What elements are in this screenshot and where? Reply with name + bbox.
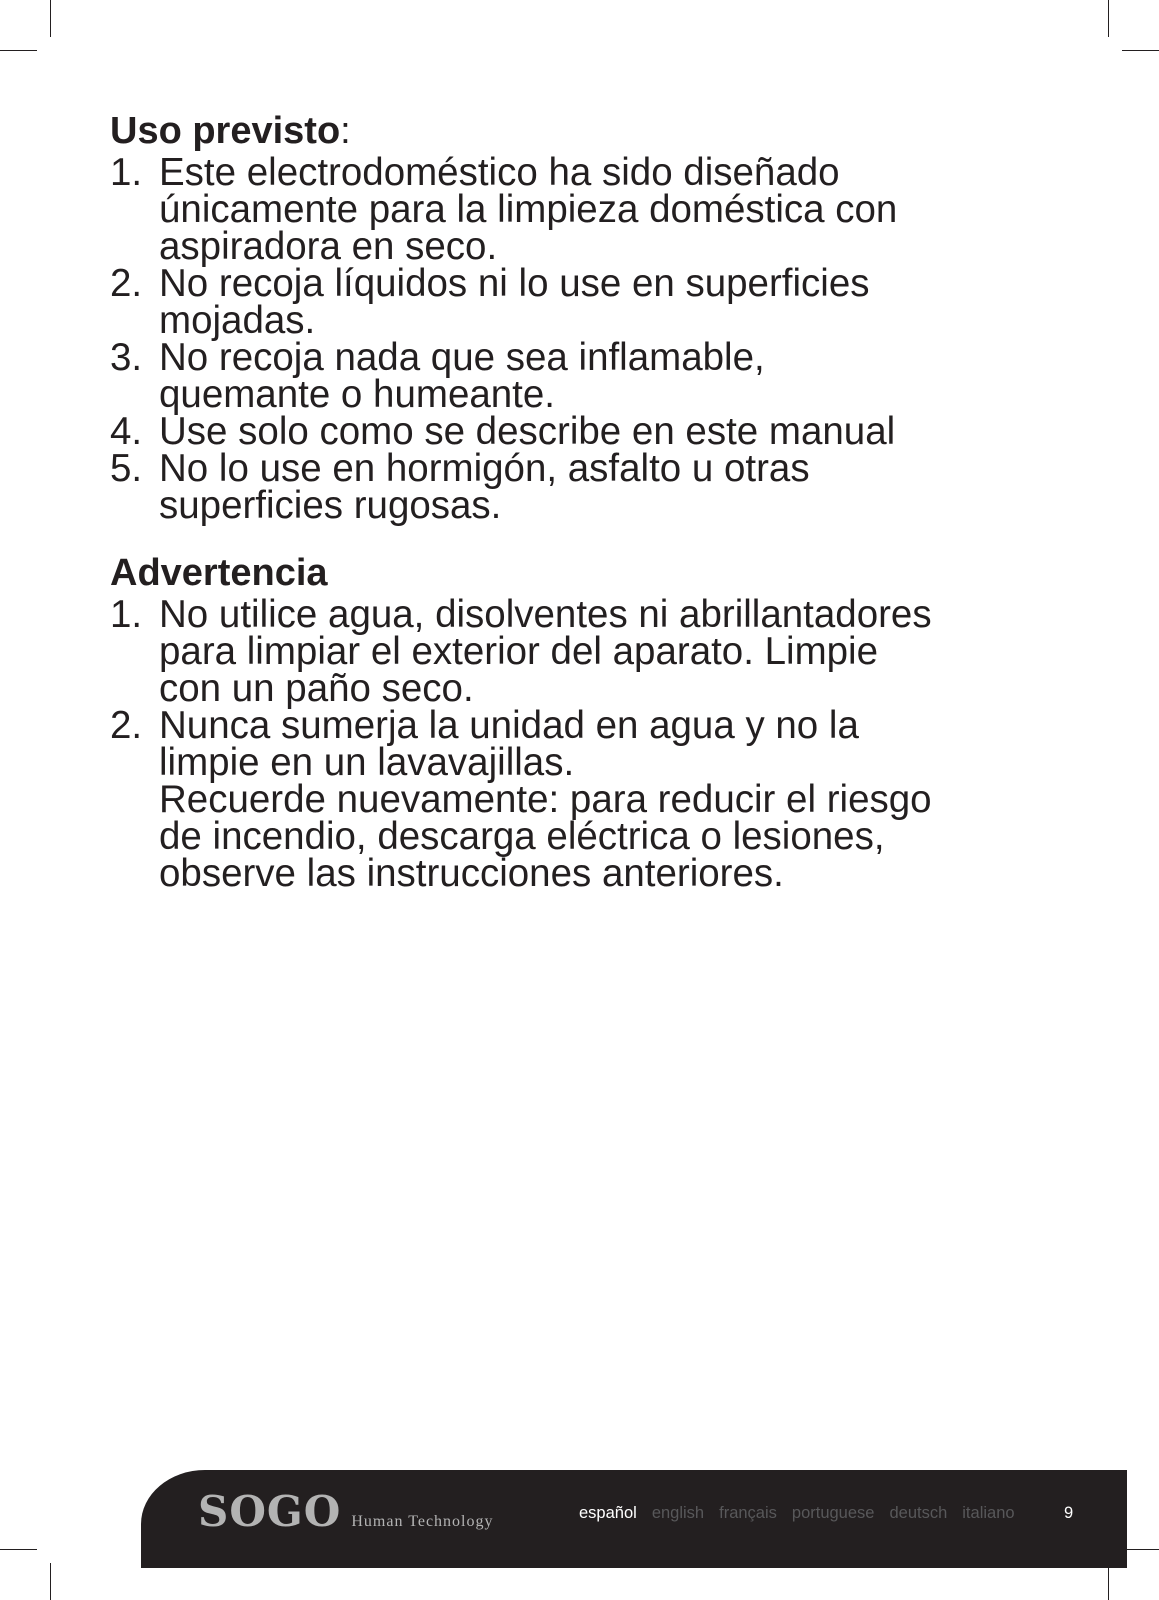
list-item-text xyxy=(159,262,1060,342)
list-item xyxy=(110,151,1060,268)
list-item-line: superficies rugosas. xyxy=(159,484,502,527)
list-item-text xyxy=(159,410,1060,453)
page-number: 9 xyxy=(1064,1504,1074,1522)
list-item xyxy=(110,704,1060,895)
list-item-text xyxy=(159,704,1060,895)
section-heading-advertencia: Advertencia xyxy=(110,552,328,594)
list-item-line: aspiradora en seco. xyxy=(159,225,498,268)
language-link[interactable]: portuguese xyxy=(791,1504,875,1522)
list-item-number: 2. xyxy=(110,704,143,747)
crop-mark-bottom-right-vertical xyxy=(1108,1563,1109,1600)
document-content xyxy=(110,100,1060,895)
list-item xyxy=(110,447,1060,527)
list-item-line: No recoja nada que sea inflamable, xyxy=(159,336,765,379)
list-item-line: mojadas. xyxy=(159,299,316,342)
list-item-number: 5. xyxy=(110,447,143,490)
language-link[interactable]: deutsch xyxy=(889,1504,948,1522)
heading-colon: : xyxy=(340,110,351,152)
list-item-text xyxy=(159,447,1060,527)
list-item-line: No lo use en hormigón, asfalto u otras xyxy=(159,447,810,490)
list-item-line: con un paño seco. xyxy=(159,667,474,710)
list-item-number: 3. xyxy=(110,336,143,379)
crop-mark-top-left-horizontal xyxy=(0,50,37,51)
list-item-line: de incendio, descarga eléctrica o lesiones, xyxy=(159,815,885,858)
language-link[interactable]: english xyxy=(651,1504,705,1522)
list-item-line: No utilice agua, disolventes ni abrillantadores xyxy=(159,593,932,636)
crop-mark-bottom-right-horizontal xyxy=(1122,1549,1159,1550)
list-item-line: únicamente para la limpieza doméstica con xyxy=(159,188,898,231)
list-item-line: limpie en un lavavajillas. xyxy=(159,741,575,784)
list-item-text xyxy=(159,593,1060,710)
list-item-text xyxy=(159,336,1060,416)
crop-mark-top-right-vertical xyxy=(1108,0,1109,37)
list-item xyxy=(110,262,1060,342)
logo-brand: SOGO xyxy=(198,1487,342,1536)
list-item-line: quemante o humeante. xyxy=(159,373,555,416)
language-link[interactable]: español xyxy=(579,1504,637,1522)
list-item-text xyxy=(159,151,1060,268)
list-item-number: 4. xyxy=(110,410,143,453)
section-heading-uso-previsto xyxy=(110,108,1060,154)
list-item-line: Nunca sumerja la unidad en agua y no la xyxy=(159,704,859,747)
crop-mark-top-right-horizontal xyxy=(1122,50,1159,51)
sogo-logo xyxy=(198,1488,494,1536)
list-item-line: para limpiar el exterior del aparato. Limpie xyxy=(159,630,879,673)
crop-mark-bottom-left-vertical xyxy=(50,1563,51,1600)
list-item-number: 1. xyxy=(110,593,143,636)
list-item-line: observe las instrucciones anteriores. xyxy=(159,852,784,895)
language-link[interactable]: français xyxy=(719,1504,777,1522)
language-link[interactable]: italiano xyxy=(962,1504,1015,1522)
list-item-line: No recoja líquidos ni lo use en superficies xyxy=(159,262,870,305)
list-item-line: Este electrodoméstico ha sido diseñado xyxy=(159,151,840,194)
footer-bar xyxy=(141,1470,1127,1568)
heading-text: Uso previsto xyxy=(110,110,341,152)
uso-previsto-list xyxy=(110,151,1060,527)
list-item-number: 1. xyxy=(110,151,143,194)
list-item-number: 2. xyxy=(110,262,143,305)
crop-mark-bottom-left-horizontal xyxy=(0,1549,37,1550)
list-item-line: Recuerde nuevamente: para reducir el riesgo xyxy=(159,778,932,821)
crop-mark-top-left-vertical xyxy=(50,0,51,37)
list-item-line: Use solo como se describe en este manual xyxy=(159,410,896,453)
advertencia-list xyxy=(110,593,1060,895)
list-item xyxy=(110,593,1060,710)
logo-tagline: Human Technology xyxy=(351,1513,494,1530)
list-item xyxy=(110,336,1060,416)
language-nav xyxy=(579,1503,1030,1523)
list-item xyxy=(110,410,1060,453)
